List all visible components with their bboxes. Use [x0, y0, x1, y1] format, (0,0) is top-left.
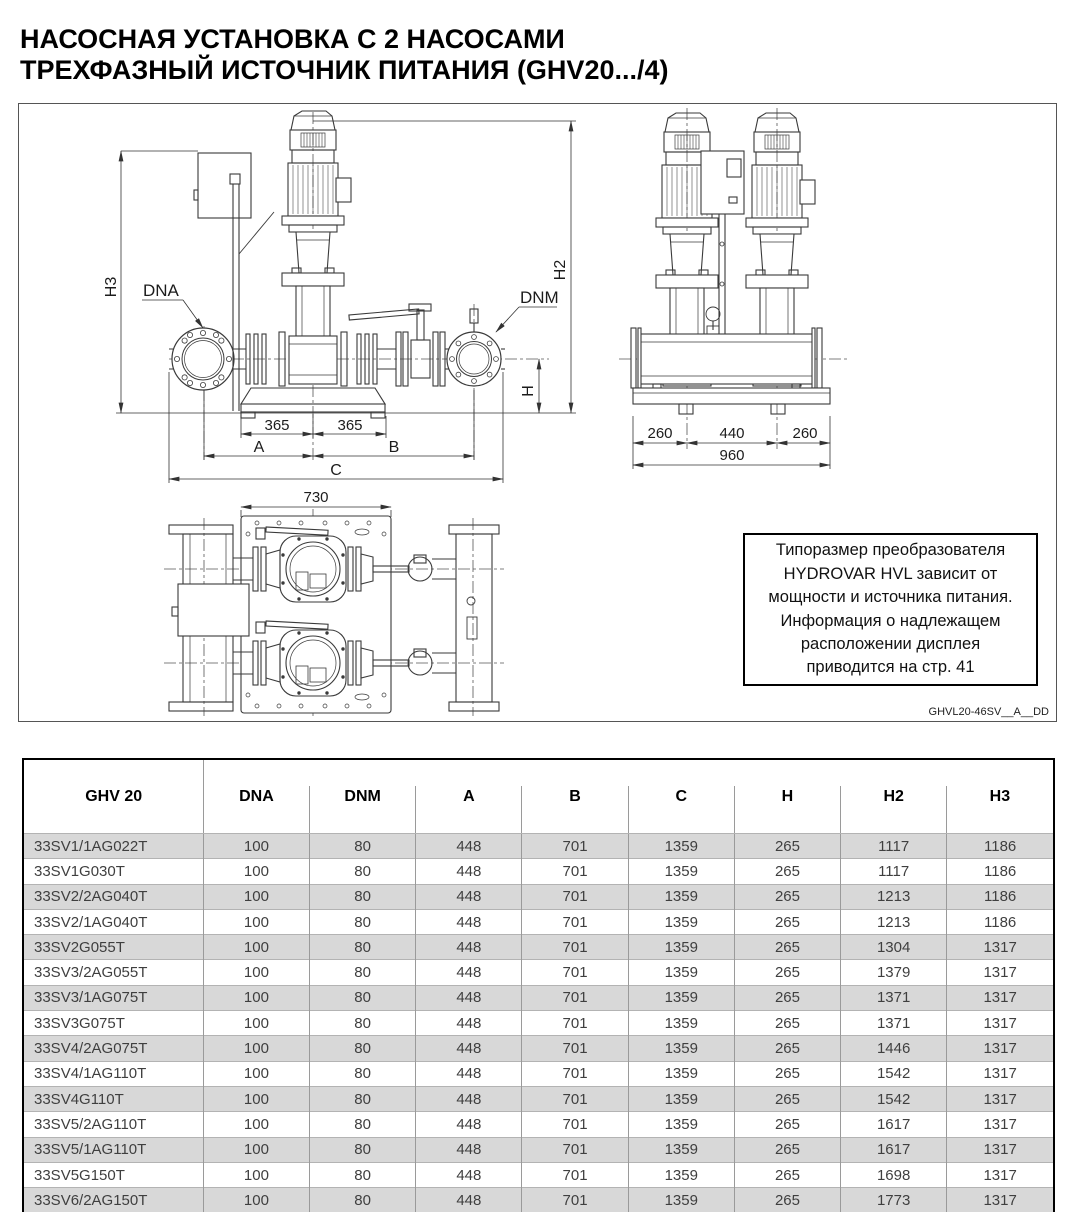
value-cell: 1359: [628, 1112, 734, 1137]
value-cell: 100: [203, 935, 309, 960]
value-cell: 80: [310, 1061, 416, 1086]
value-cell: 701: [522, 1188, 628, 1212]
table-row: [23, 1036, 1054, 1061]
table-row: [23, 1137, 1054, 1162]
table-row: [23, 960, 1054, 985]
value-cell: 80: [310, 1188, 416, 1212]
value-cell: 701: [522, 859, 628, 884]
svg-text:H2: H2: [552, 259, 569, 281]
value-cell: 1186: [947, 909, 1054, 934]
value-cell: 80: [310, 1162, 416, 1187]
value-cell: 1317: [947, 1036, 1054, 1061]
column-header: DNM: [310, 759, 416, 834]
value-cell: 448: [416, 1137, 522, 1162]
model-cell: 33SV5G150T: [23, 1162, 203, 1187]
header-row: [23, 759, 1054, 834]
value-cell: 265: [734, 1112, 840, 1137]
model-cell: 33SV6/2AG150T: [23, 1188, 203, 1212]
page-title-line1: НАСОСНАЯ УСТАНОВКА С 2 НАСОСАМИ: [20, 24, 565, 54]
value-cell: 265: [734, 985, 840, 1010]
value-cell: 1359: [628, 935, 734, 960]
value-cell: 1359: [628, 1086, 734, 1111]
value-cell: 1213: [841, 909, 947, 934]
drawing-code: GHVL20-46SV__A__DD: [928, 706, 1049, 718]
value-cell: 100: [203, 1137, 309, 1162]
value-cell: 1371: [841, 1011, 947, 1036]
value-cell: 1304: [841, 935, 947, 960]
model-cell: 33SV3G075T: [23, 1011, 203, 1036]
table-row: [23, 935, 1054, 960]
value-cell: 80: [310, 935, 416, 960]
value-cell: 1542: [841, 1061, 947, 1086]
model-cell: 33SV5/2AG110T: [23, 1112, 203, 1137]
column-header: GHV 20: [23, 759, 203, 834]
value-cell: 80: [310, 1112, 416, 1137]
value-cell: 100: [203, 834, 309, 859]
value-cell: 1379: [841, 960, 947, 985]
model-cell: 33SV2/2AG040T: [23, 884, 203, 909]
value-cell: 265: [734, 960, 840, 985]
column-header: A: [416, 759, 522, 834]
value-cell: 80: [310, 1036, 416, 1061]
value-cell: 1317: [947, 1188, 1054, 1212]
value-cell: 80: [310, 1086, 416, 1111]
value-cell: 1317: [947, 1011, 1054, 1036]
value-cell: 701: [522, 909, 628, 934]
value-cell: 1359: [628, 1011, 734, 1036]
value-cell: 448: [416, 960, 522, 985]
model-cell: 33SV5/1AG110T: [23, 1137, 203, 1162]
value-cell: 265: [734, 909, 840, 934]
model-cell: 33SV1G030T: [23, 859, 203, 884]
value-cell: 1617: [841, 1137, 947, 1162]
svg-text:DNA: DNA: [143, 281, 179, 300]
value-cell: 1359: [628, 1188, 734, 1212]
value-cell: 448: [416, 1011, 522, 1036]
value-cell: 100: [203, 1162, 309, 1187]
value-cell: 80: [310, 834, 416, 859]
dimension-table-wrap: [22, 758, 1055, 1212]
value-cell: 1317: [947, 960, 1054, 985]
table-row: [23, 1188, 1054, 1212]
value-cell: 1186: [947, 834, 1054, 859]
value-cell: 80: [310, 884, 416, 909]
value-cell: 265: [734, 1137, 840, 1162]
svg-text:A: A: [253, 439, 265, 456]
column-header: H3: [947, 759, 1054, 834]
value-cell: 701: [522, 1162, 628, 1187]
value-cell: 100: [203, 1086, 309, 1111]
value-cell: 100: [203, 1061, 309, 1086]
value-cell: 265: [734, 1162, 840, 1187]
value-cell: 100: [203, 1036, 309, 1061]
model-cell: 33SV4/1AG110T: [23, 1061, 203, 1086]
value-cell: 1317: [947, 1137, 1054, 1162]
value-cell: 265: [734, 1086, 840, 1111]
value-cell: 80: [310, 1011, 416, 1036]
table-row: [23, 909, 1054, 934]
value-cell: 80: [310, 985, 416, 1010]
value-cell: 448: [416, 909, 522, 934]
value-cell: 701: [522, 1011, 628, 1036]
column-header: C: [628, 759, 734, 834]
value-cell: 265: [734, 859, 840, 884]
value-cell: 100: [203, 985, 309, 1010]
value-cell: 701: [522, 935, 628, 960]
value-cell: 1698: [841, 1162, 947, 1187]
page-title-line2: ТРЕХФАЗНЫЙ ИСТОЧНИК ПИТАНИЯ (GHV20.../4): [20, 55, 669, 85]
value-cell: 1359: [628, 834, 734, 859]
value-cell: 265: [734, 1061, 840, 1086]
model-cell: 33SV1/1AG022T: [23, 834, 203, 859]
value-cell: 1359: [628, 1137, 734, 1162]
value-cell: 265: [734, 884, 840, 909]
column-header: H: [734, 759, 840, 834]
table-row: [23, 985, 1054, 1010]
page-title: [20, 24, 669, 86]
value-cell: 1773: [841, 1188, 947, 1212]
table-row: [23, 1112, 1054, 1137]
value-cell: 448: [416, 834, 522, 859]
value-cell: 1317: [947, 1162, 1054, 1187]
top-view: [164, 489, 504, 719]
value-cell: 100: [203, 884, 309, 909]
value-cell: 80: [310, 1137, 416, 1162]
value-cell: 80: [310, 909, 416, 934]
value-cell: 701: [522, 960, 628, 985]
model-cell: 33SV4G110T: [23, 1086, 203, 1111]
svg-text:DNM: DNM: [520, 288, 559, 307]
value-cell: 100: [203, 1011, 309, 1036]
model-cell: 33SV2/1AG040T: [23, 909, 203, 934]
column-header: B: [522, 759, 628, 834]
value-cell: 1359: [628, 859, 734, 884]
note-text: Типоразмер преобразователя HYDROVAR HVL зависит от мощности и источника питания. Информация о надлежащем расположении дисплея приводится на стр. 41: [768, 541, 1013, 677]
value-cell: 1359: [628, 909, 734, 934]
dimension-table: [22, 758, 1055, 1212]
svg-text:H: H: [520, 385, 537, 397]
table-row: [23, 1162, 1054, 1187]
value-cell: 100: [203, 859, 309, 884]
value-cell: 448: [416, 935, 522, 960]
svg-text:440: 440: [719, 425, 745, 442]
value-cell: 1359: [628, 1036, 734, 1061]
value-cell: 1317: [947, 1061, 1054, 1086]
value-cell: 1317: [947, 1086, 1054, 1111]
value-cell: 701: [522, 1137, 628, 1162]
value-cell: 448: [416, 1162, 522, 1187]
value-cell: 1359: [628, 1061, 734, 1086]
table-header: [23, 759, 1054, 834]
value-cell: 265: [734, 1036, 840, 1061]
model-cell: 33SV3/2AG055T: [23, 960, 203, 985]
svg-text:365: 365: [337, 417, 363, 434]
value-cell: 701: [522, 985, 628, 1010]
side-view: [619, 108, 847, 469]
value-cell: 701: [522, 1061, 628, 1086]
technical-drawing-box: [18, 103, 1057, 722]
value-cell: 701: [522, 1086, 628, 1111]
value-cell: 100: [203, 909, 309, 934]
value-cell: 1359: [628, 884, 734, 909]
value-cell: 448: [416, 859, 522, 884]
value-cell: 1317: [947, 935, 1054, 960]
svg-text:B: B: [388, 439, 400, 456]
value-cell: 1371: [841, 985, 947, 1010]
table-body: [23, 834, 1054, 1212]
table-row: [23, 884, 1054, 909]
value-cell: 80: [310, 960, 416, 985]
svg-text:960: 960: [719, 447, 745, 464]
value-cell: 1213: [841, 884, 947, 909]
value-cell: 100: [203, 1112, 309, 1137]
value-cell: 448: [416, 1086, 522, 1111]
value-cell: 80: [310, 859, 416, 884]
value-cell: 448: [416, 1061, 522, 1086]
value-cell: 1359: [628, 960, 734, 985]
value-cell: 448: [416, 1188, 522, 1212]
value-cell: 100: [203, 960, 309, 985]
value-cell: 265: [734, 935, 840, 960]
value-cell: 1117: [841, 834, 947, 859]
svg-text:260: 260: [647, 425, 673, 442]
value-cell: 448: [416, 1036, 522, 1061]
value-cell: 701: [522, 834, 628, 859]
svg-text:730: 730: [303, 489, 329, 506]
value-cell: 100: [203, 1188, 309, 1212]
svg-text:365: 365: [264, 417, 290, 434]
front-view: [103, 111, 576, 483]
value-cell: 448: [416, 985, 522, 1010]
table-row: [23, 834, 1054, 859]
value-cell: 1117: [841, 859, 947, 884]
table-row: [23, 1061, 1054, 1086]
value-cell: 1317: [947, 985, 1054, 1010]
column-header: DNA: [203, 759, 309, 834]
column-header: H2: [841, 759, 947, 834]
value-cell: 1186: [947, 859, 1054, 884]
value-cell: 1186: [947, 884, 1054, 909]
table-row: [23, 1086, 1054, 1111]
value-cell: 448: [416, 1112, 522, 1137]
value-cell: 1359: [628, 985, 734, 1010]
model-cell: 33SV4/2AG075T: [23, 1036, 203, 1061]
value-cell: 1317: [947, 1112, 1054, 1137]
model-cell: 33SV2G055T: [23, 935, 203, 960]
table-row: [23, 1011, 1054, 1036]
value-cell: 1359: [628, 1162, 734, 1187]
value-cell: 701: [522, 1112, 628, 1137]
svg-text:C: C: [330, 462, 342, 479]
value-cell: 265: [734, 834, 840, 859]
svg-text:260: 260: [792, 425, 818, 442]
model-cell: 33SV3/1AG075T: [23, 985, 203, 1010]
value-cell: 1446: [841, 1036, 947, 1061]
value-cell: 701: [522, 884, 628, 909]
value-cell: 265: [734, 1011, 840, 1036]
value-cell: 1617: [841, 1112, 947, 1137]
value-cell: 448: [416, 884, 522, 909]
value-cell: 265: [734, 1188, 840, 1212]
note-box: [743, 533, 1038, 686]
value-cell: 701: [522, 1036, 628, 1061]
svg-text:H3: H3: [103, 276, 120, 298]
table-row: [23, 859, 1054, 884]
value-cell: 1542: [841, 1086, 947, 1111]
